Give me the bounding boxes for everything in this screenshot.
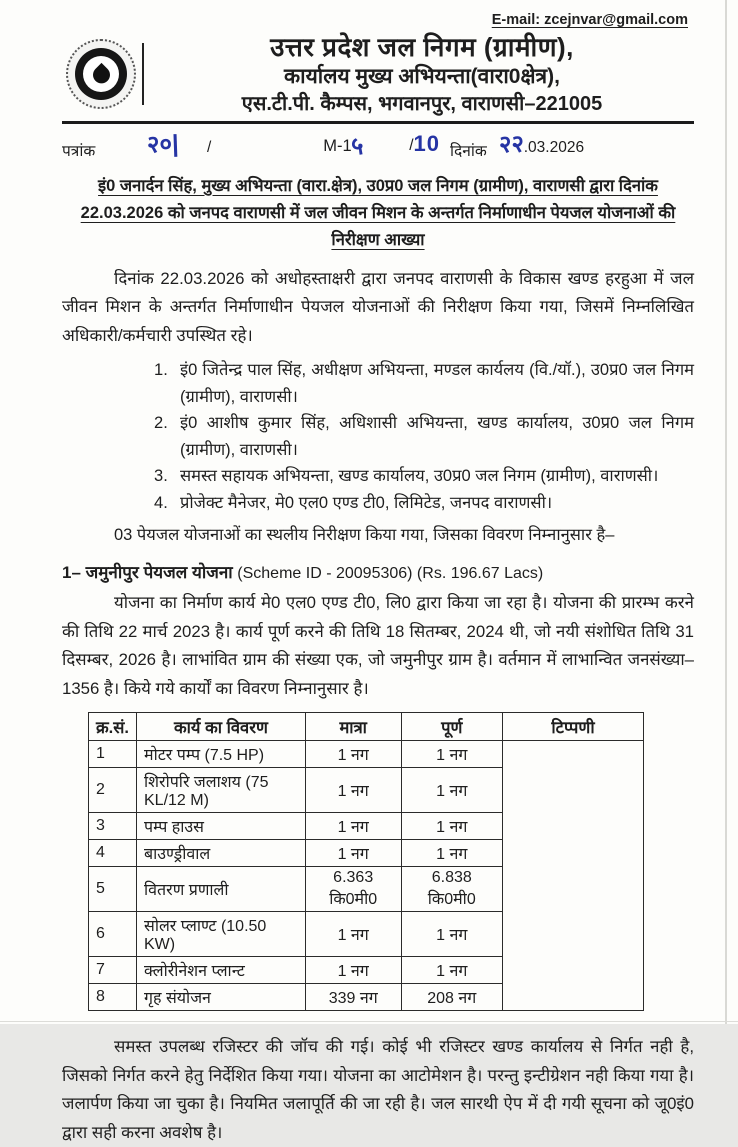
list-item: इं0 आशीष कुमार सिंह, अधिशासी अभियन्ता, खण्ड कार्यालय, उ0प्र0 जल निगम (ग्रामीण), वाराणसी। [180, 414, 694, 459]
table-row: 6 सोलर प्लाण्ट (10.50 KW) 1 नग 1 नग [89, 912, 644, 957]
works-table [88, 712, 644, 1011]
org-name: उत्तर प्रदेश जल निगम (ग्रामीण), [270, 32, 574, 62]
remark-cell [503, 741, 644, 1011]
subject-line-3: निरीक्षण आख्या [331, 230, 425, 249]
scheme-heading [62, 560, 694, 583]
subject-line-1: इं0 जनार्दन सिंह, मुख्य अभियन्ता (वारा.क्षेत्र), उ0प्र0 जल निगम (ग्रामीण), वाराणसी द्वारा दिनांक [98, 176, 658, 195]
patrank-label: पत्रांक [62, 142, 96, 160]
col-remark: टिप्पणी [503, 713, 644, 741]
table-header-row [89, 713, 644, 741]
letter-number-handwritten: २०| [146, 130, 180, 159]
scheme-description: योजना का निर्माण कार्य मे0 एल0 एण्ड टी0, लि0 द्वारा किया जा रहा है। योजना की प्रारम्भ करने की तिथि 22 मार्च 2023 है। कार्य पूर्ण करने की तिथि 18 सितम्बर, 2024 थी, जो नयी संशोधित तिथि 31 दिसम्बर, 2026 है। लाभांवित ग्राम की संख्या एक, जो जमुनीपुर ग्राम है। वर्तमान में लाभान्वित जनसंख्या–1356 है। किये गये कार्यों का विवरण निम्नानुसार है। [62, 593, 694, 698]
table-row: 4 बाउण्ड्रीवाल 1 नग 1 नग [89, 840, 644, 867]
ref-number-handwritten: 10 [413, 130, 440, 156]
header-rule [62, 121, 694, 124]
table-row: 5 वितरण प्रणाली 6.363 कि0मी0 6.838 कि0मी0 [89, 867, 644, 912]
table-row: 2 शिरोपरि जलाशय (75 KL/12 M) 1 नग 1 नग [89, 768, 644, 813]
water-drop-icon [89, 63, 113, 87]
date-day-handwritten: २२ [498, 130, 525, 159]
scheme-name: 1– जमुनीपुर पेयजल योजना [62, 563, 233, 583]
office-line: कार्यालय मुख्य अभियन्ता(वारा0क्षेत्र), [284, 65, 560, 89]
letterhead-divider [142, 43, 144, 105]
list-item: प्रोजेक्ट मैनेजर, मे0 एल0 एण्ड टी0, लिमिटेड, जनपद वाराणसी। [180, 493, 553, 512]
letterhead [62, 32, 694, 116]
scan-edge [0, 1021, 738, 1022]
col-work-desc: कार्य का विवरण [137, 713, 306, 741]
address-line: एस.टी.पी. कैम्पस, भगवानपुर, वाराणसी–221005 [241, 92, 603, 115]
table-row: 7 क्लोरीनेशन प्लान्ट 1 नग 1 नग [89, 957, 644, 984]
subject-heading [62, 173, 694, 254]
inspection-note: 03 पेयजल योजनाओं का स्थलीय निरीक्षण किया गया, जिसका विवरण निम्नानुसार है– [114, 526, 615, 545]
email-address: E-mail: zcejnvar@gmail.com [491, 12, 688, 28]
table-row: 1 मोटर पम्प (7.5 HP) 1 नग 1 नग [89, 741, 644, 768]
ref-code-printed: M-1 [323, 136, 352, 155]
email-header [62, 12, 694, 28]
list-item: समस्त सहायक अभियन्ता, खण्ड कार्यालय, उ0प्र0 जल निगम (ग्रामीण), वाराणसी। [180, 467, 659, 486]
ref-slash: / [409, 136, 414, 154]
table-row: 3 पम्प हाउस 1 नग 1 नग [89, 813, 644, 840]
date-label: दिनांक [449, 142, 487, 160]
jal-nigam-logo-icon [66, 39, 136, 109]
scan-edge [725, 0, 727, 1024]
closing-paragraph: समस्त उपलब्ध रजिस्टर की जॉच की गई। कोई भी रजिस्टर खण्ड कार्यालय से निर्गत नही है, जिसको निर्गत करने हेतु निर्देशित किया गया। योजना का आटोमेशन है। परन्तु इन्टीग्रेशन नही किया गया है। जलार्पण किया जा चुका है। नियमित जलापूर्ति की जा रही है। जल सारथी ऐप में दी गयी सूचना को जू0इं0 द्वारा सही करना अवशेष है। [62, 1037, 694, 1142]
intro-paragraph: दिनांक 22.03.2026 को अधोहस्ताक्षरी द्वारा जनपद वाराणसी के विकास खण्ड हरहुआ में जल जीवन मिशन के अन्तर्गत निर्माणाधीन पेयजल योजनाओं की निरीक्षण किया गया, जिसमें निम्नलिखित अधिकारी/कर्मचारी उपस्थित रहे। [62, 268, 694, 345]
reference-row [62, 130, 694, 169]
col-quantity: मात्रा [305, 713, 401, 741]
ref-slash: / [206, 138, 212, 156]
col-serial: क्र.सं. [89, 713, 137, 741]
scheme-id-cost: (Scheme ID - 20095306) (Rs. 196.67 Lacs) [237, 565, 544, 583]
subject-line-2: 22.03.2026 को जनपद वाराणसी में जल जीवन मिशन के अन्तर्गत निर्माणाधीन पेयजल योजनाओं की [80, 203, 676, 222]
date-printed: .03.2026 [523, 138, 585, 156]
table-row: 8 गृह संयोजन 339 नग 208 नग [89, 984, 644, 1011]
attendees-list [62, 357, 694, 516]
col-complete: पूर्ण [401, 713, 503, 741]
ref-code-handwritten: ५ [350, 132, 364, 160]
list-item: इं0 जितेन्द्र पाल सिंह, अधीक्षण अभियन्ता, मण्डल कार्यलय (वि./यॉ.), उ0प्र0 जल निगम (ग्रामीण), वाराणसी। [180, 361, 694, 406]
